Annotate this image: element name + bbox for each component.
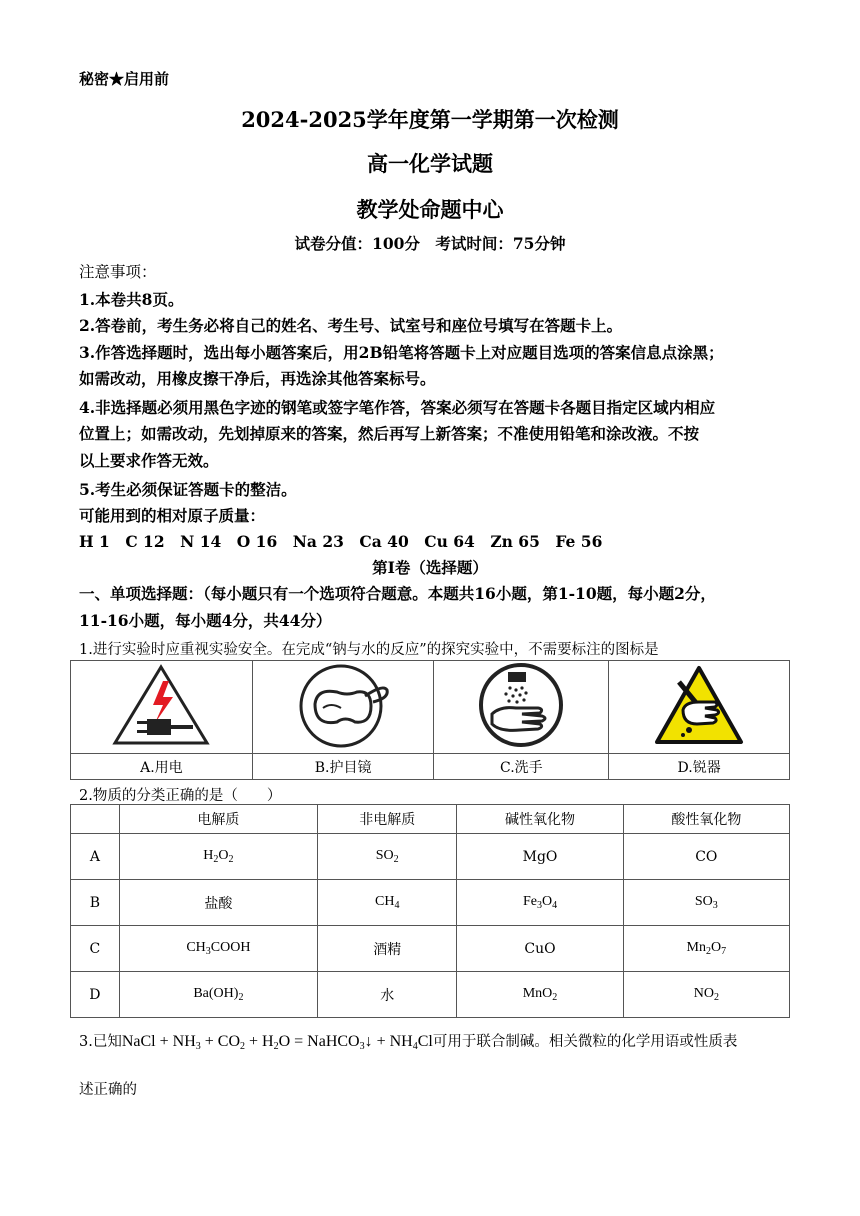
table-row — [71, 834, 790, 880]
goggles-icon — [295, 662, 391, 748]
exam-meta: 试卷分值：100分 考试时间：75分钟 — [294, 234, 566, 253]
secret-label: 秘密★启用前 — [79, 70, 170, 88]
note-line: 位置上；如需改动，先划掉原来的答案，然后再写上新答案；不准使用铅笔和涂改液。不按 — [79, 424, 700, 443]
note-line: 可能用到的相对原子质量： — [79, 506, 266, 525]
row-key: A — [71, 834, 120, 880]
formula-cell: $CH_3COOH$ — [119, 926, 317, 972]
formula-cell: 酒精 — [318, 926, 457, 972]
q1-icon-cell — [434, 661, 609, 754]
formula-cell: $Ba(OH)_2$ — [119, 972, 317, 1018]
q1-icon-cell — [71, 661, 253, 754]
note-line: 4.非选择题必须用黑色字迹的钢笔或签字笔作答，答案必须写在答题卡各题目指定区域内相应 — [79, 398, 716, 417]
q3-stem-line2: 述正确的 — [79, 1082, 137, 1098]
formula-cell: CuO — [457, 926, 623, 972]
note-line: 2.答卷前，考生务必将自己的姓名、考生号、试室号和座位号填写在答题卡上。 — [79, 316, 623, 335]
table-row — [71, 926, 790, 972]
notes-heading: 注意事项： — [79, 263, 157, 281]
q1-stem: 1.进行实验时应重视实验安全。在完成“钠与水的反应”的探究实验中，不需要标注的图标是 — [79, 642, 659, 658]
note-line: 如需改动，用橡皮擦干净后，再选涂其他答案标号。 — [79, 369, 436, 388]
row-key: B — [71, 880, 120, 926]
atomic-masses: H 1 C 12 N 14 O 16 Na 23 Ca 40 Cu 64 Zn 65 Fe 56 — [79, 532, 603, 551]
q1-icon-cell — [609, 661, 790, 754]
formula-cell: 水 — [318, 972, 457, 1018]
formula-cell: CO — [623, 834, 789, 880]
q1-option-label: A.用电 — [71, 754, 253, 780]
table-header-cell: 电解质 — [119, 805, 317, 834]
q1-option-label: C.洗手 — [434, 754, 609, 780]
formula-cell: $SO_2$ — [318, 834, 457, 880]
formula-cell: MgO — [457, 834, 623, 880]
note-line: 以上要求作答无效。 — [79, 451, 219, 470]
note-line: 3.作答选择题时，选出每小题答案后，用2B铅笔将答题卡上对应题目选项的答案信息点涂黑； — [79, 343, 724, 362]
section-title: 第I卷（选择题） — [372, 558, 488, 577]
hand-wash-icon — [476, 662, 566, 748]
q3-equation: NaCl + $NH_3 + CO_2 + H_2O$ = NaHCO$_3$↓ + $NH_4Cl$ — [121, 1033, 433, 1052]
q3-prefix: 3.已知 — [79, 1034, 122, 1050]
q3-stem — [79, 1030, 737, 1052]
note-line: 1.本卷共8页。 — [79, 290, 184, 309]
table-row — [71, 972, 790, 1018]
formula-cell: $H_2O_2$ — [119, 834, 317, 880]
section-intro: 一、单项选择题：（每小题只有一个选项符合题意。本题共16小题，第1-10题，每小题2分， — [79, 584, 716, 603]
q1-option-label: D.锐器 — [609, 754, 790, 780]
section-intro: 11-16小题，每小题4分，共44分） — [79, 611, 332, 630]
table-header-cell: 非电解质 — [318, 805, 457, 834]
table-header-cell: 酸性氧化物 — [623, 805, 789, 834]
table-header-cell: 碱性氧化物 — [457, 805, 623, 834]
formula-cell: $Fe_3O_4$ — [457, 880, 623, 926]
table-row — [71, 880, 790, 926]
q3-suffix: 可用于联合制碱。相关微粒的化学用语或性质表 — [432, 1034, 738, 1050]
subject-title: 高一化学试题 — [367, 151, 493, 176]
sharp-object-icon — [653, 662, 745, 748]
formula-cell: $NO_2$ — [623, 972, 789, 1018]
formula-cell: $SO_3$ — [623, 880, 789, 926]
note-line: 5.考生必须保证答题卡的整洁。 — [79, 480, 297, 499]
formula-cell: 盐酸 — [119, 880, 317, 926]
formula-cell: MnO$_2$ — [457, 972, 623, 1018]
q1-option-label: B.护目镜 — [252, 754, 434, 780]
q1-icon-table — [70, 660, 790, 780]
q1-icon-cell — [252, 661, 434, 754]
q2-stem: 2.物质的分类正确的是（ ） — [79, 788, 282, 804]
exam-title: 2024-2025学年度第一学期第一次检测 — [241, 107, 619, 132]
formula-cell: $CH_4$ — [318, 880, 457, 926]
row-key: C — [71, 926, 120, 972]
row-key: D — [71, 972, 120, 1018]
electricity-warning-icon — [111, 663, 211, 747]
table-header-cell — [71, 805, 120, 834]
formula-cell: $Mn_2O_7$ — [623, 926, 789, 972]
q2-classification-table — [70, 804, 790, 1018]
author-title: 教学处命题中心 — [356, 197, 504, 222]
